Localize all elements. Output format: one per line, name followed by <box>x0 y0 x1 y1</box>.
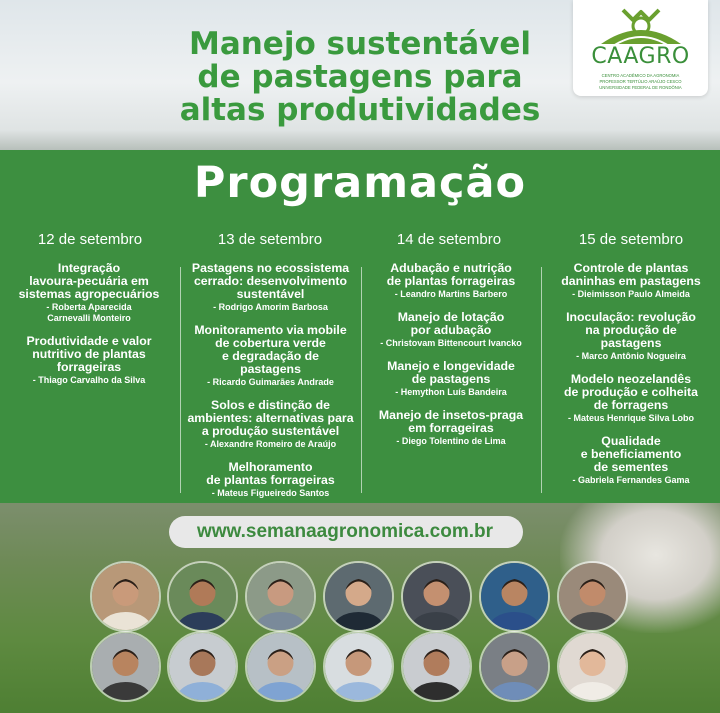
day-column-3 <box>364 262 538 447</box>
day-column-4 <box>544 262 718 486</box>
speaker-avatar <box>90 631 161 702</box>
talk-item <box>183 324 358 388</box>
person-icon <box>247 563 314 630</box>
talk-title: Solos e distinção de ambientes: alternativas para a produção sustentável <box>187 398 354 438</box>
talk-speaker: - Rodrigo Amorim Barbosa <box>213 302 328 312</box>
talk-title: Manejo de insetos-praga em forrageiras <box>378 408 524 435</box>
person-icon <box>403 563 470 630</box>
talk-title: Inoculação: revolução na produção de pastagens <box>566 310 696 350</box>
person-icon <box>169 563 236 630</box>
person-icon <box>481 563 548 630</box>
talk-item <box>544 435 718 486</box>
talk-title: Integração lavoura-pecuária em sistemas agropecuários <box>18 261 160 301</box>
talk-item <box>364 409 538 447</box>
talk-speaker: - Alexandre Romeiro de Araújo <box>204 439 337 449</box>
headline-line-2: de pastagens para <box>197 59 523 95</box>
day-date-3: 14 de setembro <box>396 231 502 248</box>
day-date-4: 15 de setembro <box>578 231 684 248</box>
person-icon <box>169 633 236 700</box>
talk-title: Manejo e longevidade de pastagens <box>387 359 515 386</box>
person-icon <box>92 633 159 700</box>
program-panel <box>0 150 720 503</box>
speaker-avatar <box>401 561 472 632</box>
talk-item <box>4 262 174 324</box>
column-divider <box>361 267 362 493</box>
talk-speaker: - Mateus Henrique Silva Lobo <box>567 413 695 423</box>
speaker-avatar <box>323 631 394 702</box>
talk-item <box>364 311 538 349</box>
speaker-avatar <box>557 631 628 702</box>
caagro-logo <box>573 0 708 96</box>
talk-speaker: - Roberta Aparecida Carnevalli Monteiro <box>46 302 132 323</box>
speaker-avatar <box>167 561 238 632</box>
person-icon <box>325 633 392 700</box>
talk-title: Modelo neozelandês de produção e colheita de forragens <box>564 372 698 412</box>
day-column-1 <box>4 262 174 386</box>
talk-title: Pastagens no ecossistema cerrado: desenvolvimento sustentável <box>191 261 350 301</box>
person-icon <box>325 563 392 630</box>
speaker-avatar <box>401 631 472 702</box>
talk-title: Controle de plantas daninhas em pastagens <box>561 261 701 288</box>
logo-subtitle-3: UNIVERSIDADE FEDERAL DE RONDÔNIA <box>599 85 682 90</box>
talk-speaker: - Leandro Martins Barbero <box>394 289 508 299</box>
talk-item <box>183 262 358 313</box>
talk-speaker: - Thiago Carvalho da Silva <box>32 375 146 385</box>
talk-speaker: - Ricardo Guimarães Andrade <box>207 377 334 387</box>
talk-item <box>4 335 174 386</box>
headline-line-1: Manejo sustentável <box>188 26 532 62</box>
talk-speaker: - Christovam Bittencourt Ivancko <box>380 338 522 348</box>
talk-speaker: - Mateus Figueiredo Santos <box>211 488 330 498</box>
column-divider <box>541 267 542 493</box>
person-icon <box>559 563 626 630</box>
talk-item <box>364 360 538 398</box>
talk-item <box>364 262 538 300</box>
column-divider <box>180 267 181 493</box>
speaker-avatar <box>479 631 550 702</box>
talk-item <box>183 461 358 499</box>
talk-speaker: - Gabriela Fernandes Gama <box>572 475 690 485</box>
day-date-2: 13 de setembro <box>217 231 323 248</box>
speaker-avatar <box>557 561 628 632</box>
talk-title: Manejo de lotação por adubação <box>397 310 505 337</box>
talk-speaker: - Diego Tolentino de Lima <box>396 436 506 446</box>
day-column-2 <box>183 262 358 499</box>
talk-item <box>544 262 718 300</box>
talk-speaker: - Marco Antônio Nogueira <box>576 351 686 361</box>
speaker-avatar <box>245 631 316 702</box>
talk-title: Melhoramento de plantas forrageiras <box>206 460 335 487</box>
talk-speaker: - Dieimisson Paulo Almeida <box>572 289 690 299</box>
logo-subtitle-1: CENTRO ACADÊMICO DA AGRONOMIA <box>601 73 680 78</box>
talk-title: Qualidade e beneficiamento de sementes <box>580 434 682 474</box>
talk-title: Produtividade e valor nutritivo de plantas forrageiras <box>26 334 152 374</box>
website-link[interactable]: www.semanaagronomica.com.br <box>197 521 493 542</box>
program-title: Programação <box>193 158 527 208</box>
speaker-avatar <box>167 631 238 702</box>
talk-item <box>183 399 358 450</box>
talk-title: Monitoramento via mobile de cobertura verde e degradação de pastagens <box>194 323 347 376</box>
person-icon <box>247 633 314 700</box>
person-icon <box>559 633 626 700</box>
person-icon <box>92 563 159 630</box>
logo-name: CAAGRO <box>591 44 690 69</box>
talk-item <box>544 373 718 424</box>
event-headline <box>150 28 570 127</box>
talk-title: Adubação e nutrição de plantas forrageiras <box>386 261 516 288</box>
day-date-1: 12 de setembro <box>37 231 143 248</box>
talk-speaker: - Hemython Luís Bandeira <box>395 387 507 397</box>
speaker-avatar <box>245 561 316 632</box>
speaker-avatar <box>323 561 394 632</box>
talk-item <box>544 311 718 362</box>
person-icon <box>481 633 548 700</box>
person-icon <box>403 633 470 700</box>
speaker-avatar <box>90 561 161 632</box>
speaker-avatar <box>479 561 550 632</box>
logo-subtitle-2: PROFESSOR TERTÚLIO ARAÚJO CESCO <box>599 79 682 84</box>
headline-line-3: altas produtividades <box>179 92 541 128</box>
